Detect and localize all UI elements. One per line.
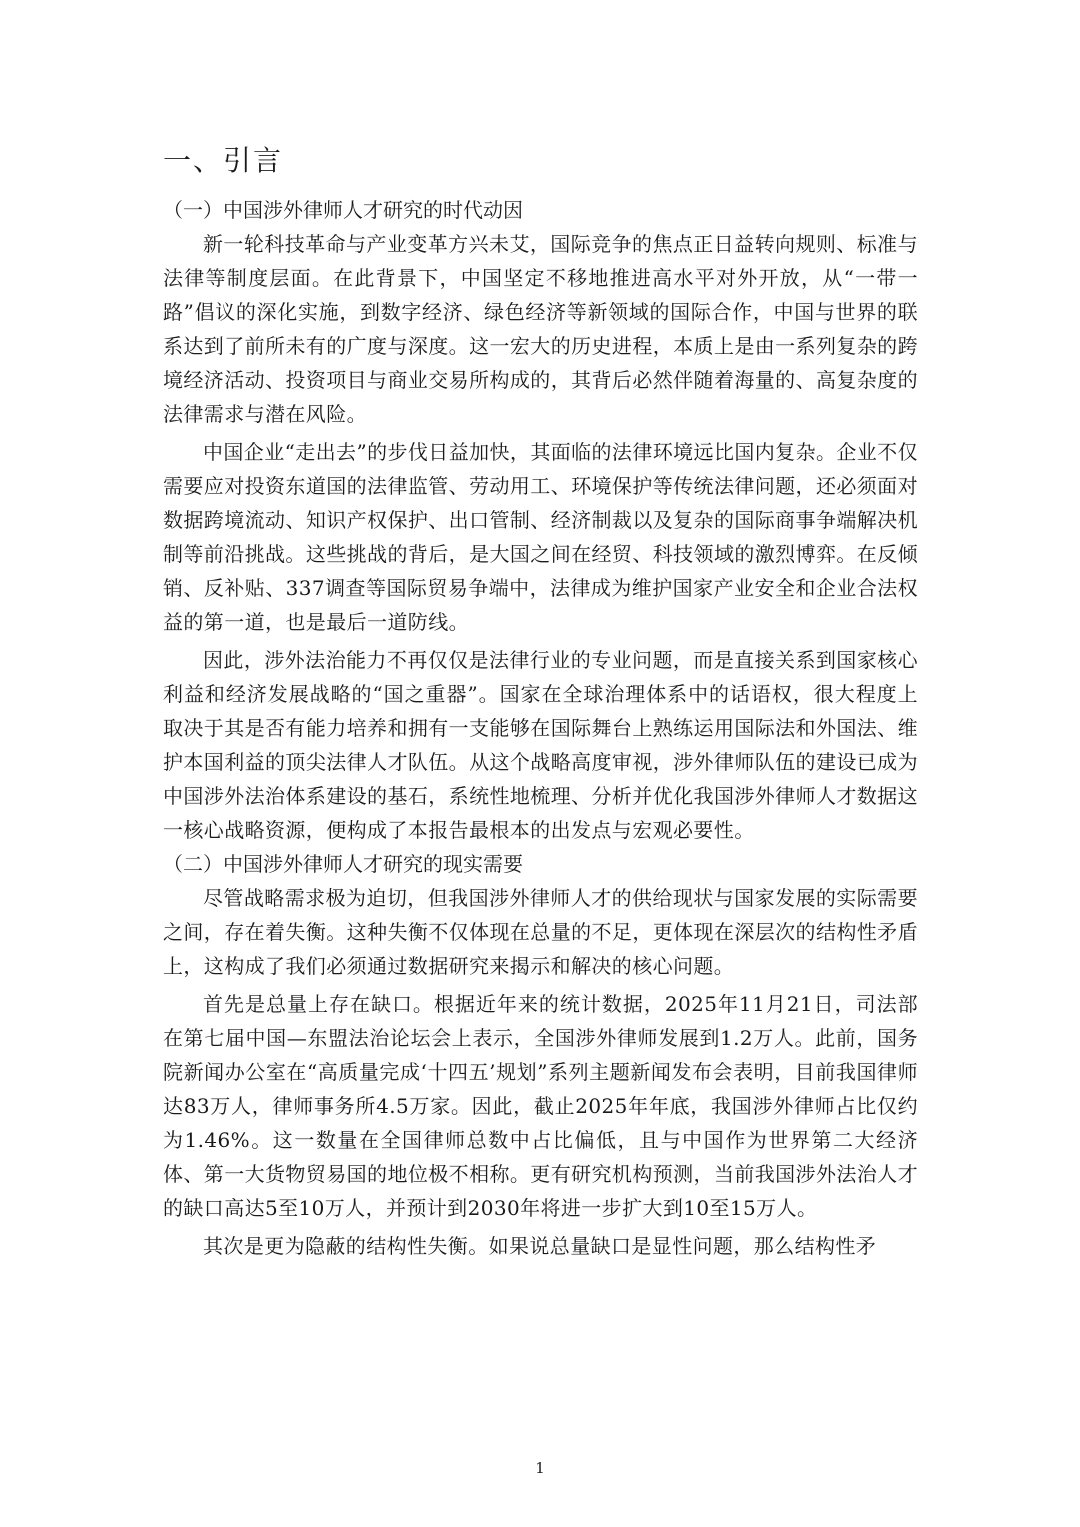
paragraph: 尽管战略需求极为迫切，但我国涉外律师人才的供给现状与国家发展的实际需要之间，存在着失衡。这种失衡不仅体现在总量的不足，更体现在深层次的结构性矛盾上，这构成了我们必须通过数据研究来揭示和解决的核心问题。 bbox=[163, 886, 918, 978]
section-heading: （二）中国涉外律师人才研究的现实需要 bbox=[163, 852, 523, 876]
page-number: 1 bbox=[535, 1459, 545, 1477]
paragraph: 首先是总量上存在缺口。根据近年来的统计数据，2025年11月21日，司法部在第七届中国—东盟法治论坛会上表示，全国涉外律师发展到1.2万人。此前，国务院新闻办公室在“高质量完成‘十四五’规划”系列主题新闻发布会表明，目前我国律师达83万人，律师事务所4.5万家。因此，截止2025年年底，我国涉外律师占比仅约为1.46%。这一数量在全国律师总数中占比偏低，且与中国作为世界第二大经济体、第一大货物贸易国的地位极不相称。更有研究机构预测，当前我国涉外法治人才的缺口高达5至10万人，并预计到2030年将进一步扩大到10至15万人。 bbox=[163, 992, 918, 1220]
paragraph: 中国企业“走出去”的步伐日益加快，其面临的法律环境远比国内复杂。企业不仅需要应对投资东道国的法律监管、劳动用工、环境保护等传统法律问题，还必须面对数据跨境流动、知识产权保护、出口管制、经济制裁以及复杂的国际商事争端解决机制等前沿挑战。这些挑战的背后，是大国之间在经贸、科技领域的激烈博弈。在反倾销、反补贴、337调查等国际贸易争端中，法律成为维护国家产业安全和企业合法权益的第一道，也是最后一道防线。 bbox=[163, 440, 918, 634]
paragraph: 新一轮科技革命与产业变革方兴未艾，国际竞争的焦点正日益转向规则、标准与法律等制度层面。在此背景下，中国坚定不移地推进高水平对外开放，从“一带一路”倡议的深化实施，到数字经济、绿色经济等新领域的国际合作，中国与世界的联系达到了前所未有的广度与深度。这一宏大的历史进程，本质上是由一系列复杂的跨境经济活动、投资项目与商业交易所构成的，其背后必然伴随着海量的、高复杂度的法律需求与潜在风险。 bbox=[163, 232, 918, 426]
paragraph: 其次是更为隐蔽的结构性失衡。如果说总量缺口是显性问题，那么结构性矛 bbox=[203, 1234, 877, 1258]
section-2 bbox=[163, 847, 918, 1263]
document-body bbox=[163, 193, 918, 1263]
section-heading: （一）中国涉外律师人才研究的时代动因 bbox=[163, 198, 523, 222]
section-1 bbox=[163, 193, 918, 847]
paragraph: 因此，涉外法治能力不再仅仅是法律行业的专业问题，而是直接关系到国家核心利益和经济发展战略的“国之重器”。国家在全球治理体系中的话语权，很大程度上取决于其是否有能力培养和拥有一支能够在国际舞台上熟练运用国际法和外国法、维护本国利益的顶尖法律人才队伍。从这个战略高度审视，涉外律师队伍的建设已成为中国涉外法治体系建设的基石，系统性地梳理、分析并优化我国涉外律师人才数据这一核心战略资源，便构成了本报告最根本的出发点与宏观必要性。 bbox=[163, 648, 918, 842]
page-title: 一、引言 bbox=[163, 144, 284, 177]
